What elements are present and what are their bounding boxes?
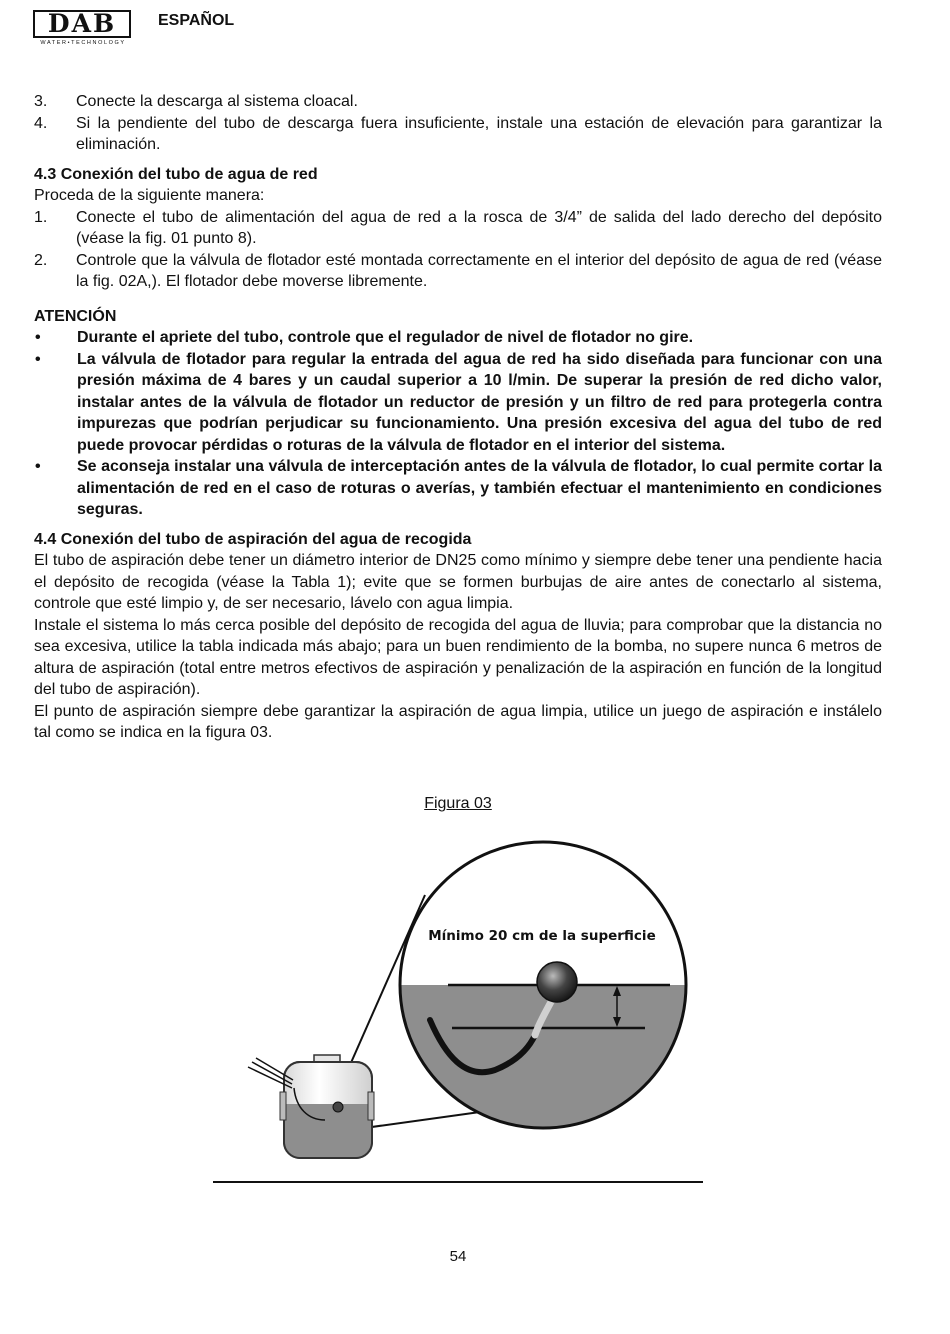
figure-03-illustration	[200, 830, 720, 1190]
list-item: 1. Conecte el tubo de alimentación del agua de red a la rosca de 3/4” de salida del lado derecho del depósito (véase la fig. 01 punto 8).	[34, 208, 882, 247]
bullet-item: • Se aconseja instalar una válvula de interceptación antes de la válvula de flotador, lo cual permite cortar la alimentación de red en el caso de roturas o averías, y también efectuar el mantenimiento en condiciones seguras.	[34, 456, 882, 521]
section-heading-4-4: 4.4 Conexión del tubo de aspiración del agua de recogida	[34, 530, 472, 548]
logo-text: DAB	[47, 9, 117, 38]
list-item: 4. Si la pendiente del tubo de descarga fuera insuficiente, instale una estación de elevación para garantizar la eliminación.	[34, 114, 882, 153]
bullet-item: • La válvula de flotador para regular la entrada del agua de red ha sido diseñada para funcionar con una presión máxima de 4 bares y un caudal superior a 10 l/min. De superar la presión de red dicho valor, instalar antes de la válvula de flotador un reductor de presión y un filtro de red para protegerla contra impurezas que podrían perjudicar su funcionamiento. Una presión excesiva del agua del tubo de red puede provocar pérdidas o roturas de la válvula de flotador en el interior del sistema.	[34, 349, 882, 457]
float-ball	[537, 962, 577, 1002]
figure-label: Mínimo 20 cm de la superficie	[428, 928, 656, 944]
dab-logo	[33, 10, 131, 38]
list-item: 2. Controle que la válvula de flotador esté montada correctamente en el interior del depósito de agua de red (véase la fig. 02A,). El flotador debe moverse libremente.	[34, 251, 882, 290]
bullet-item: • Durante el apriete del tubo, controle que el regulador de nivel de flotador no gire.	[34, 327, 882, 349]
section-intro: Proceda de la siguiente manera:	[34, 187, 265, 204]
logo-subtitle: WATER•TECHNOLOGY	[40, 40, 126, 46]
document-body	[34, 91, 882, 744]
figure-caption: Figura 03	[424, 795, 492, 812]
collection-tank	[248, 1055, 374, 1158]
paragraph: Instale el sistema lo más cerca posible del depósito de recogida del agua de lluvia; para comprobar que la distancia no sea excesiva, utilice la tabla indicada más abajo; para un buen rendimiento de la bomba, no supere nunca 6 metros de altura de aspiración (total entre metros efectivos de aspiración y penalización de la aspiración en función de la longitud del tubo de aspiración).	[34, 616, 882, 698]
bullet: •	[35, 329, 41, 346]
page-number: 54	[449, 1248, 467, 1265]
paragraph: El punto de aspiración siempre debe garantizar la aspiración de agua limpia, utilice un juego de aspiración e instálelo tal como se indica en la figura 03.	[34, 702, 882, 741]
attention-heading: ATENCIÓN	[34, 307, 117, 325]
bullet: •	[35, 350, 41, 368]
list-item: 3. Conecte la descarga al sistema cloacal.	[34, 93, 358, 110]
bullet: •	[35, 458, 41, 475]
section-heading-4-3: 4.3 Conexión del tubo de agua de red	[34, 165, 318, 183]
paragraph: El tubo de aspiración debe tener un diámetro interior de DN25 como mínimo y siempre debe tener una pendiente hacia el depósito de recogida (véase la Tabla 1); evite que se formen burbujas de aire antes de conectarlo al sistema, controle que esté limpio y, de ser necesario, lávelo con agua limpia.	[34, 552, 882, 612]
magnified-view	[390, 842, 700, 1145]
language-label: ESPAÑOL	[158, 12, 235, 29]
page-header	[33, 8, 933, 48]
